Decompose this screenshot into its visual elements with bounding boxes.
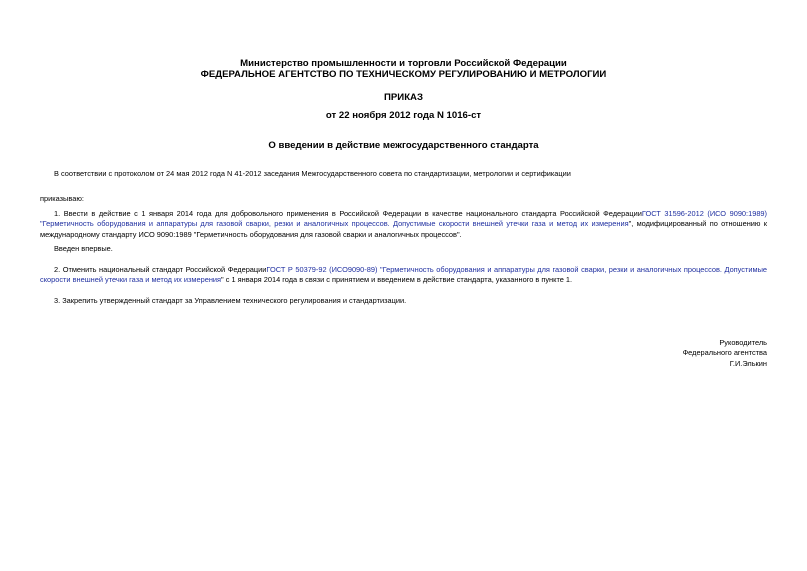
signature-position: Руководитель <box>719 338 767 347</box>
item-2-text-before: 2. Отменить национальный стандарт Российской Федерации <box>54 265 267 274</box>
agency-title: ФЕДЕРАЛЬНОЕ АГЕНТСТВО ПО ТЕХНИЧЕСКОМУ РЕГУЛИРОВАНИЮ И МЕТРОЛОГИИ <box>200 69 607 80</box>
item-1-text-after: ", модифицированный по отношению к международному стандарту ИСО 9090:1989 "Герметичность оборудования для газовой сварки и аналогичных процессов". <box>40 219 767 239</box>
item-1-paragraph <box>40 209 767 240</box>
ministry-title: Министерство промышленности и торговли Российской Федерации <box>240 58 567 69</box>
item-2-paragraph <box>40 265 767 286</box>
order-word: приказываю: <box>40 194 84 203</box>
introduced-first-note: Введен впервые. <box>54 244 113 253</box>
item-1-text-before: 1. Ввести в действие с 1 января 2014 года для добровольного применения в Российской Федерации в качестве национального стандарта Российской Федерации <box>54 209 642 218</box>
item-2-text-after: " с 1 января 2014 года в связи с принятием и введением в действие стандарта, указанного в пункте 1. <box>221 275 573 285</box>
document-type: ПРИКАЗ <box>384 92 423 103</box>
signature-agency: Федерального агентства <box>682 348 767 357</box>
gost-31596-link[interactable]: ГОСТ 31596-2012 (ИСО 9090:1989) "Герметичность оборудования и аппаратуры для газовой сварки, резки и аналогичных процессов. Допустимые скорости внешней утечки газа и метод их измерения <box>40 209 767 229</box>
signature-name: Г.И.Элькин <box>729 359 767 368</box>
gost-r-50379-link[interactable]: ГОСТ Р 50379-92 (ИСО9090-89) "Герметичность оборудования и аппаратуры для газовой сварки, резки и аналогичных процессов. Допустимые скорости внешней утечки газа и метод их измерения <box>40 265 768 285</box>
document-subject: О введении в действие межгосударственного стандарта <box>268 140 539 151</box>
item-3-paragraph: 3. Закрепить утвержденный стандарт за Управлением технического регулирования и стандартизации. <box>54 296 407 305</box>
preamble-paragraph: В соответствии с протоколом от 24 мая 2012 года N 41-2012 заседания Межгосударственного совета по стандартизации, метрологии и сертификации <box>54 169 571 178</box>
document-date-number: от 22 ноября 2012 года N 1016-ст <box>325 110 482 121</box>
